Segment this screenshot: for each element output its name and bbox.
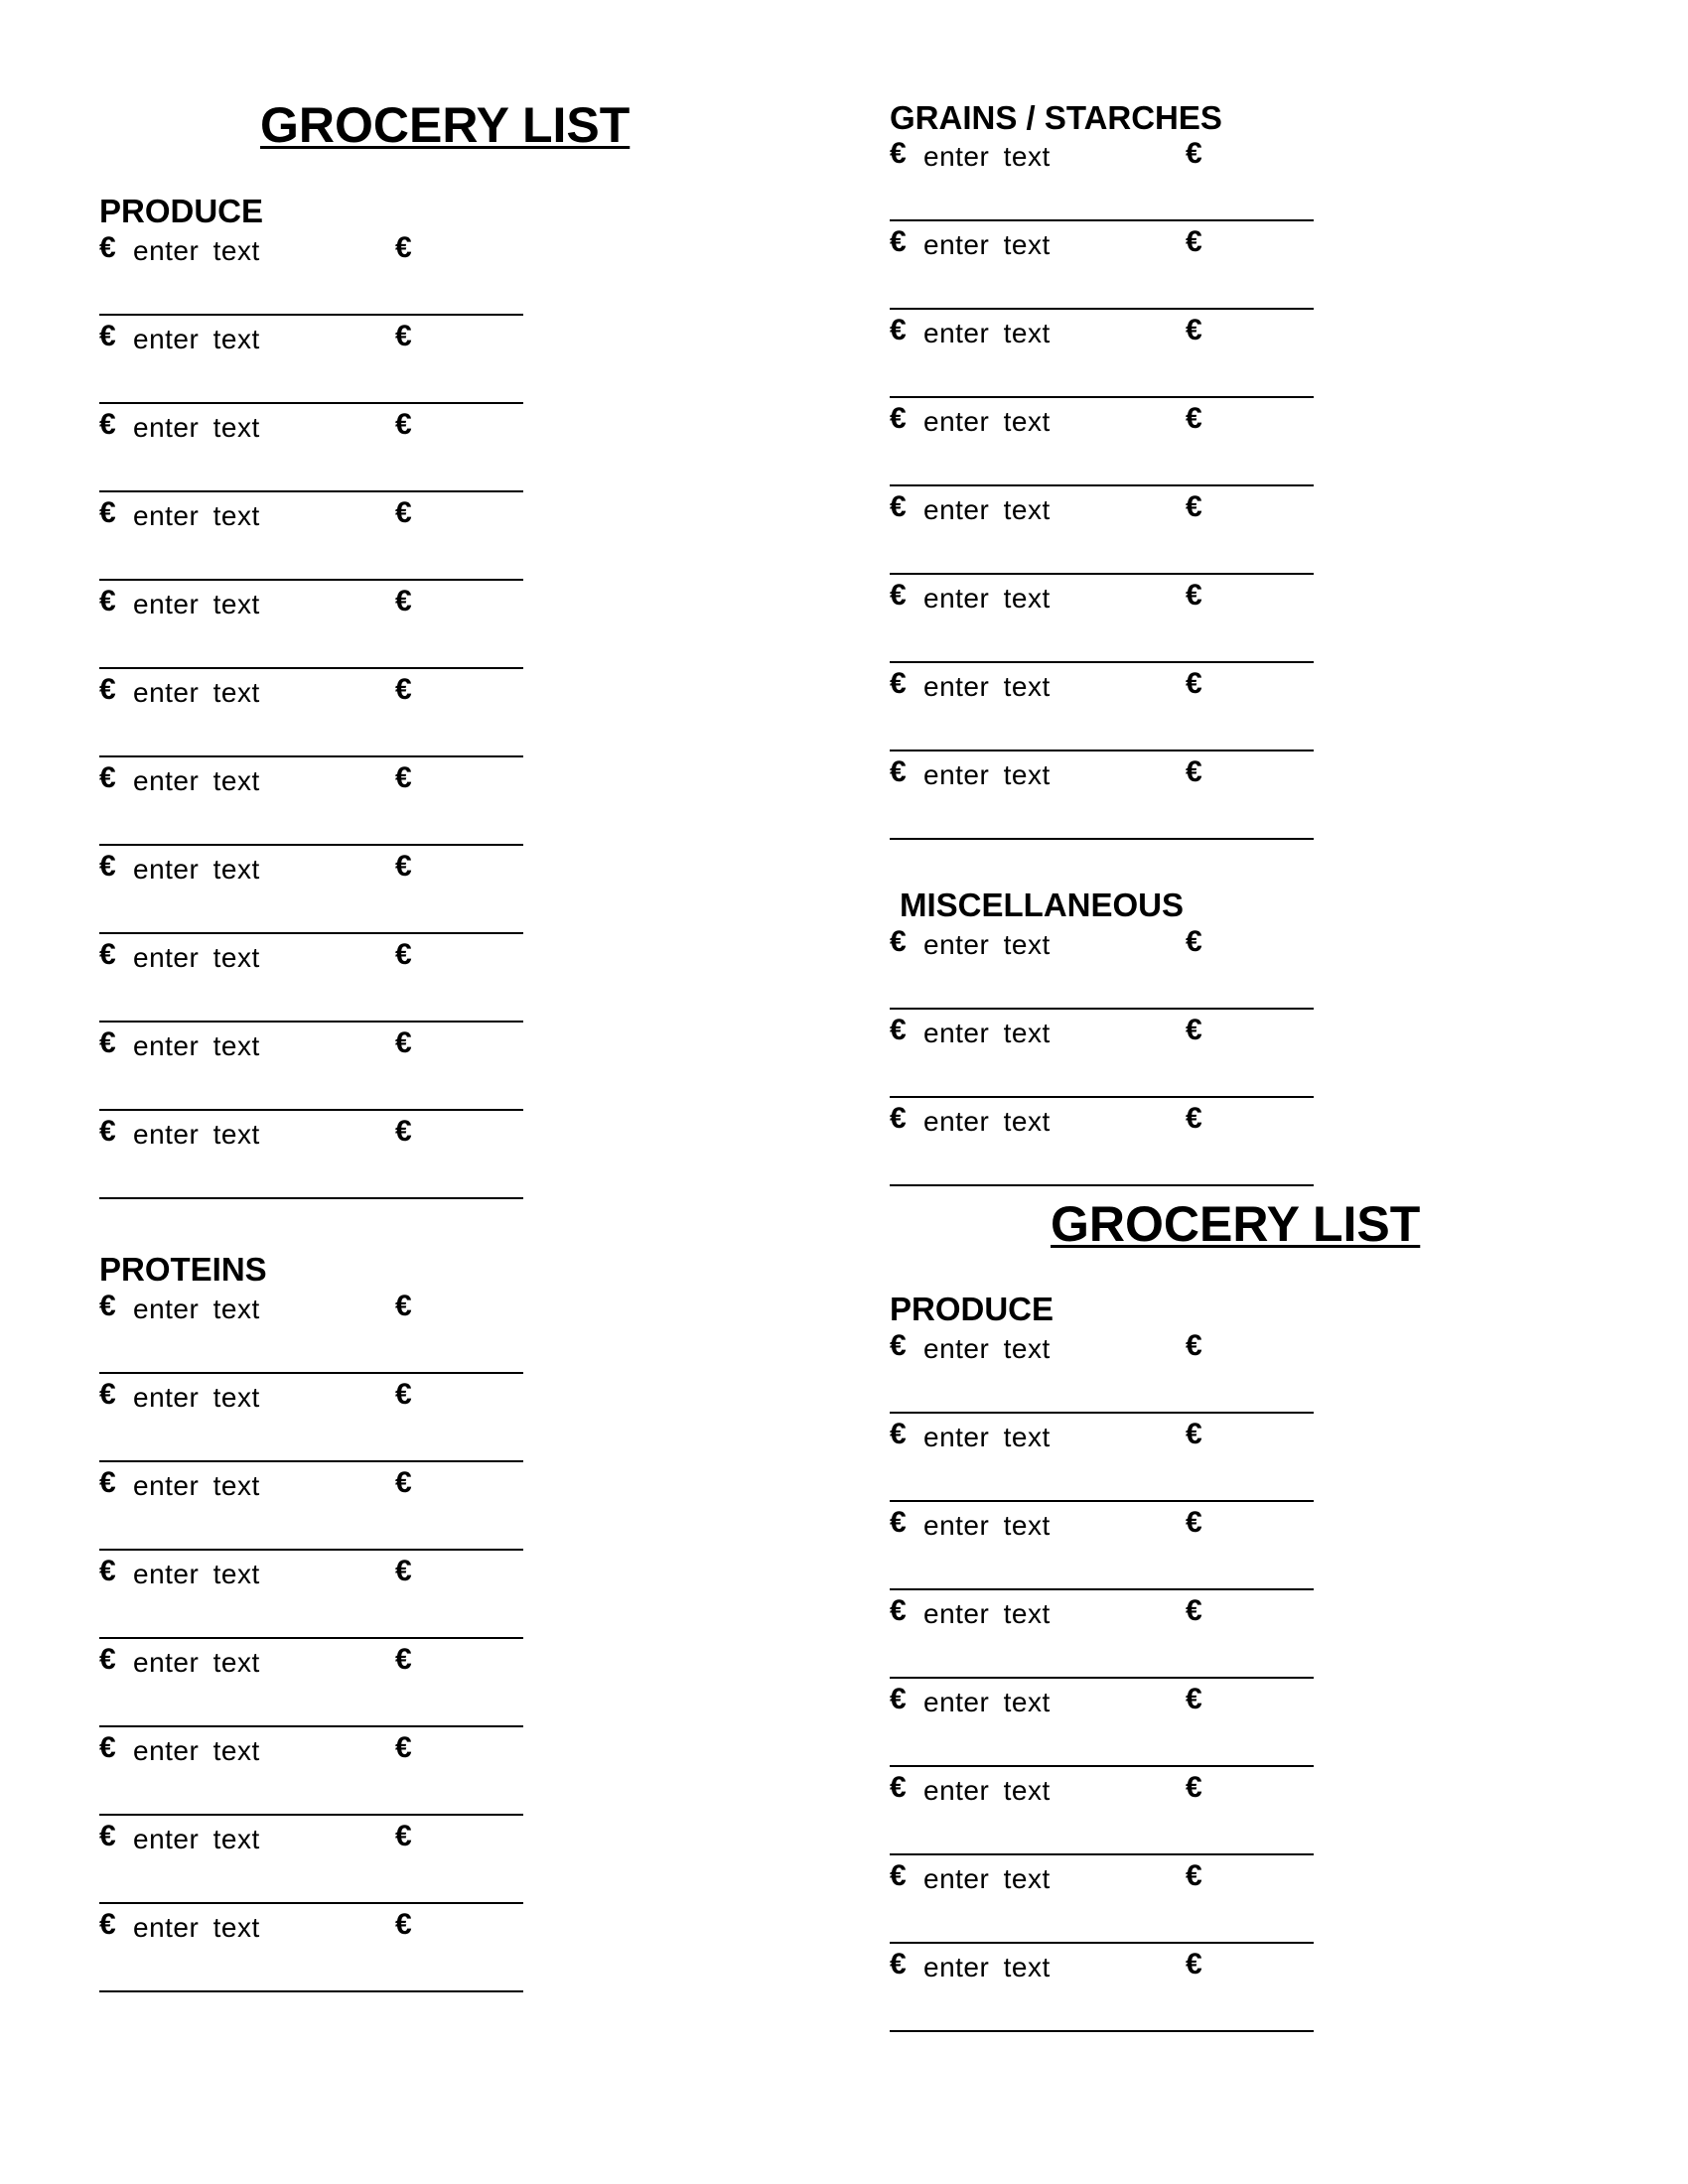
list-item[interactable] [99, 404, 523, 492]
section-title-misc: MISCELLANEOUS [900, 887, 1185, 923]
list-item[interactable] [99, 492, 523, 581]
euro-icon: € [99, 673, 116, 706]
second-page-title: GROCERY LIST [1051, 1196, 1421, 1252]
item-text-field[interactable]: enter text [133, 854, 260, 885]
euro-icon: € [99, 1555, 116, 1587]
price-euro-icon: € [395, 1378, 412, 1411]
euro-icon: € [99, 1643, 116, 1676]
produce-list-2 [890, 1325, 1314, 2032]
list-item[interactable] [890, 1679, 1314, 1767]
list-item[interactable] [99, 1374, 523, 1462]
item-text-field[interactable]: enter text [923, 1510, 1051, 1541]
item-text-field[interactable]: enter text [923, 229, 1051, 260]
list-item[interactable] [99, 1111, 523, 1199]
euro-icon: € [890, 490, 907, 523]
item-text-field[interactable]: enter text [923, 1018, 1051, 1048]
item-text-field[interactable]: enter text [923, 141, 1051, 172]
euro-icon: € [890, 1506, 907, 1539]
price-euro-icon: € [1186, 1102, 1202, 1135]
price-euro-icon: € [1186, 137, 1202, 170]
euro-icon: € [99, 231, 116, 264]
list-item[interactable] [890, 1098, 1314, 1186]
list-item[interactable] [99, 227, 523, 316]
list-item[interactable] [890, 486, 1314, 575]
list-item[interactable] [99, 934, 523, 1023]
euro-icon: € [99, 761, 116, 794]
item-text-field[interactable]: enter text [923, 1952, 1051, 1982]
euro-icon: € [99, 320, 116, 352]
list-item[interactable] [890, 1855, 1314, 1944]
item-text-field[interactable]: enter text [133, 1119, 260, 1150]
item-text-field[interactable]: enter text [133, 235, 260, 266]
item-text-field[interactable]: enter text [923, 1422, 1051, 1452]
list-item[interactable] [890, 1944, 1314, 2032]
produce-list [99, 227, 523, 1199]
price-euro-icon: € [1186, 1859, 1202, 1892]
euro-icon: € [99, 1290, 116, 1322]
price-euro-icon: € [395, 231, 412, 264]
list-item[interactable] [890, 1590, 1314, 1679]
section-title-grains: GRAINS / STARCHES [890, 99, 1222, 136]
price-euro-icon: € [1186, 1506, 1202, 1539]
item-text-field[interactable]: enter text [923, 1775, 1051, 1806]
euro-icon: € [890, 1948, 907, 1980]
list-item[interactable] [99, 316, 523, 404]
item-text-field[interactable]: enter text [133, 500, 260, 531]
price-euro-icon: € [1186, 1594, 1202, 1627]
item-text-field[interactable]: enter text [133, 1294, 260, 1324]
list-item[interactable] [890, 663, 1314, 751]
item-text-field[interactable]: enter text [923, 1333, 1051, 1364]
item-text-field[interactable]: enter text [923, 929, 1051, 960]
euro-icon: € [99, 938, 116, 971]
euro-icon: € [99, 496, 116, 529]
euro-icon: € [890, 925, 907, 958]
euro-icon: € [99, 850, 116, 883]
euro-icon: € [99, 1908, 116, 1941]
list-item[interactable] [99, 1023, 523, 1111]
price-euro-icon: € [1186, 1418, 1202, 1450]
page-title: GROCERY LIST [260, 97, 631, 153]
price-euro-icon: € [1186, 1771, 1202, 1804]
euro-icon: € [99, 408, 116, 441]
euro-icon: € [890, 1683, 907, 1715]
section-title-proteins: PROTEINS [99, 1251, 267, 1288]
price-euro-icon: € [395, 1731, 412, 1764]
euro-icon: € [890, 225, 907, 258]
price-euro-icon: € [395, 1290, 412, 1322]
item-text-field[interactable]: enter text [923, 406, 1051, 437]
list-item[interactable] [99, 757, 523, 846]
item-text-field[interactable]: enter text [133, 677, 260, 708]
item-text-field[interactable]: enter text [133, 1912, 260, 1943]
euro-icon: € [99, 1466, 116, 1499]
euro-icon: € [99, 1026, 116, 1059]
euro-icon: € [99, 1115, 116, 1148]
list-item[interactable] [99, 1286, 523, 1374]
item-text-field[interactable]: enter text [133, 1647, 260, 1678]
item-text-field[interactable]: enter text [923, 1598, 1051, 1629]
price-euro-icon: € [1186, 579, 1202, 612]
item-text-field[interactable]: enter text [133, 1824, 260, 1854]
price-euro-icon: € [395, 1820, 412, 1852]
item-text-field[interactable]: enter text [923, 494, 1051, 525]
price-euro-icon: € [395, 938, 412, 971]
list-item[interactable] [890, 221, 1314, 310]
list-item[interactable] [99, 1462, 523, 1551]
item-text-field[interactable]: enter text [923, 1863, 1051, 1894]
price-euro-icon: € [395, 1115, 412, 1148]
item-text-field[interactable]: enter text [923, 759, 1051, 790]
item-text-field[interactable]: enter text [133, 1559, 260, 1589]
item-text-field[interactable]: enter text [133, 942, 260, 973]
euro-icon: € [890, 1102, 907, 1135]
list-item[interactable] [99, 1551, 523, 1639]
proteins-list [99, 1286, 523, 1992]
list-item[interactable] [890, 921, 1314, 1010]
price-euro-icon: € [1186, 755, 1202, 788]
list-item[interactable] [99, 1904, 523, 1992]
price-euro-icon: € [395, 408, 412, 441]
item-text-field[interactable]: enter text [923, 1106, 1051, 1137]
price-euro-icon: € [1186, 1329, 1202, 1362]
list-item[interactable] [99, 581, 523, 669]
price-euro-icon: € [395, 1908, 412, 1941]
price-euro-icon: € [1186, 667, 1202, 700]
euro-icon: € [99, 1820, 116, 1852]
price-euro-icon: € [1186, 1683, 1202, 1715]
price-euro-icon: € [1186, 490, 1202, 523]
item-text-field[interactable]: enter text [923, 583, 1051, 614]
euro-icon: € [890, 667, 907, 700]
price-euro-icon: € [395, 496, 412, 529]
price-euro-icon: € [1186, 314, 1202, 346]
euro-icon: € [890, 1859, 907, 1892]
price-euro-icon: € [395, 1466, 412, 1499]
price-euro-icon: € [395, 320, 412, 352]
list-item[interactable] [890, 398, 1314, 486]
euro-icon: € [890, 137, 907, 170]
price-euro-icon: € [395, 850, 412, 883]
price-euro-icon: € [395, 761, 412, 794]
euro-icon: € [890, 402, 907, 435]
item-text-field[interactable]: enter text [133, 324, 260, 354]
section-title-produce-2: PRODUCE [890, 1291, 1055, 1327]
list-item[interactable] [890, 310, 1314, 398]
list-item[interactable] [890, 1502, 1314, 1590]
price-euro-icon: € [1186, 1948, 1202, 1980]
euro-icon: € [99, 1378, 116, 1411]
list-item[interactable] [99, 846, 523, 934]
item-text-field[interactable]: enter text [133, 589, 260, 619]
item-text-field[interactable]: enter text [923, 318, 1051, 348]
list-item[interactable] [890, 1414, 1314, 1502]
price-euro-icon: € [395, 673, 412, 706]
price-euro-icon: € [1186, 1014, 1202, 1046]
item-text-field[interactable]: enter text [133, 1030, 260, 1061]
list-item[interactable] [99, 1816, 523, 1904]
euro-icon: € [890, 1329, 907, 1362]
price-euro-icon: € [1186, 402, 1202, 435]
list-item[interactable] [890, 575, 1314, 663]
price-euro-icon: € [395, 585, 412, 617]
list-item[interactable] [99, 1639, 523, 1727]
price-euro-icon: € [1186, 225, 1202, 258]
euro-icon: € [890, 1771, 907, 1804]
euro-icon: € [890, 1594, 907, 1627]
item-text-field[interactable]: enter text [133, 1735, 260, 1766]
euro-icon: € [890, 755, 907, 788]
euro-icon: € [890, 1418, 907, 1450]
list-item[interactable] [890, 133, 1314, 221]
item-text-field[interactable]: enter text [133, 1470, 260, 1501]
price-euro-icon: € [395, 1555, 412, 1587]
euro-icon: € [890, 314, 907, 346]
item-text-field[interactable]: enter text [923, 671, 1051, 702]
list-item[interactable] [99, 669, 523, 757]
section-title-produce: PRODUCE [99, 193, 264, 229]
list-item[interactable] [99, 1727, 523, 1816]
item-text-field[interactable]: enter text [923, 1687, 1051, 1717]
list-item[interactable] [890, 751, 1314, 840]
list-item[interactable] [890, 1767, 1314, 1855]
price-euro-icon: € [1186, 925, 1202, 958]
item-text-field[interactable]: enter text [133, 412, 260, 443]
list-item[interactable] [890, 1010, 1314, 1098]
euro-icon: € [890, 1014, 907, 1046]
grains-list [890, 133, 1314, 840]
euro-icon: € [890, 579, 907, 612]
euro-icon: € [99, 1731, 116, 1764]
item-text-field[interactable]: enter text [133, 1382, 260, 1413]
price-euro-icon: € [395, 1643, 412, 1676]
misc-list [890, 921, 1314, 1186]
item-text-field[interactable]: enter text [133, 765, 260, 796]
euro-icon: € [99, 585, 116, 617]
price-euro-icon: € [395, 1026, 412, 1059]
list-item[interactable] [890, 1325, 1314, 1414]
